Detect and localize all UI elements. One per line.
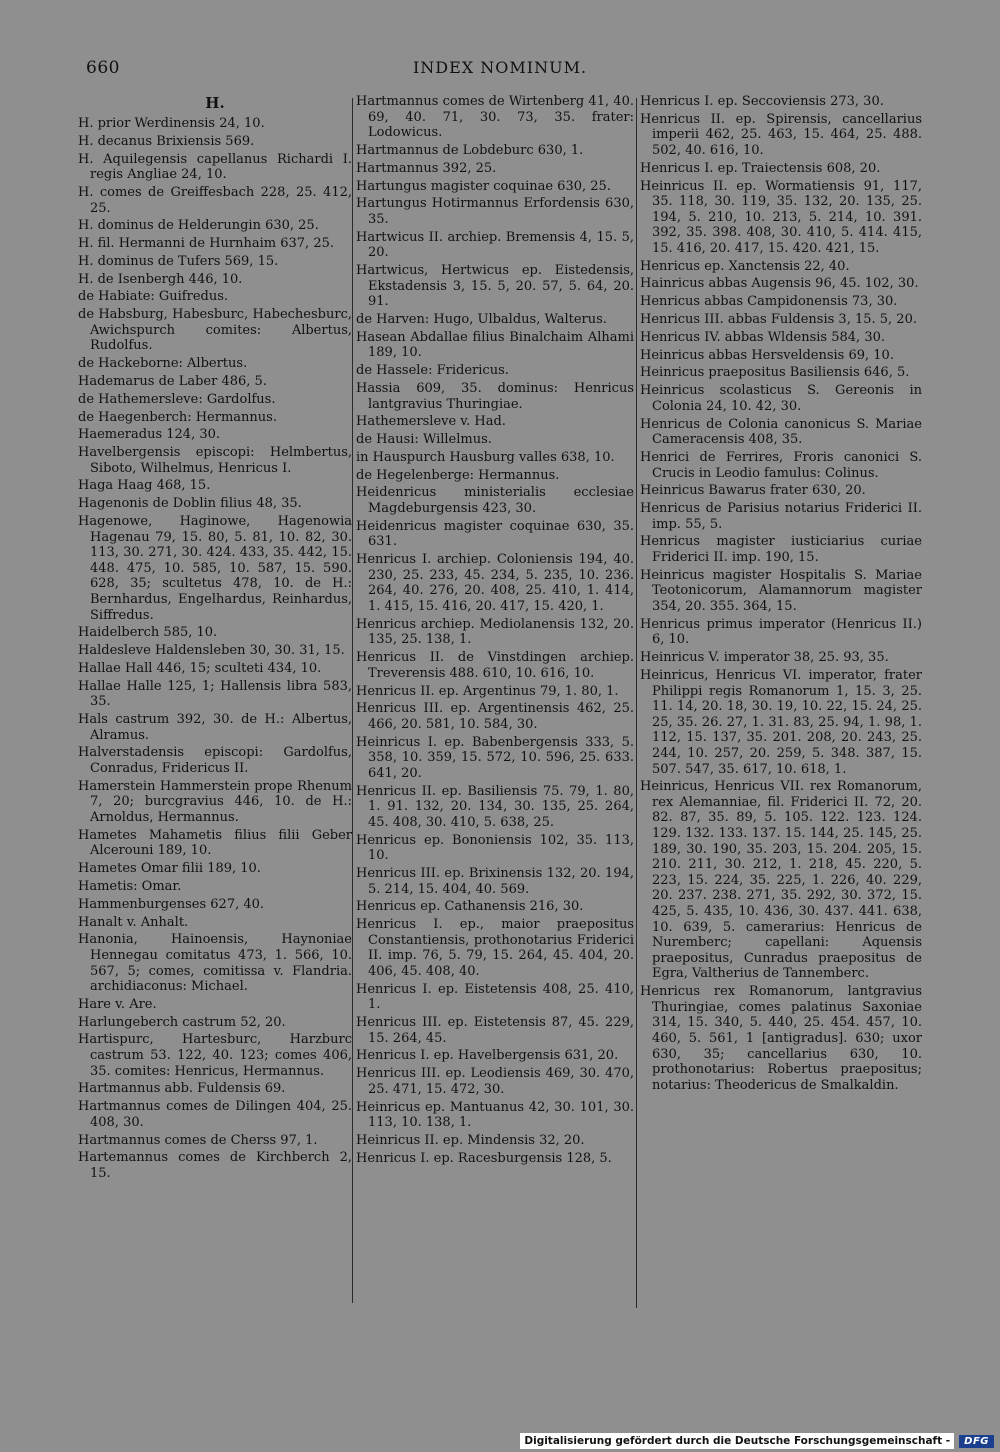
index-entry: Hametes Omar filii 189, 10. — [78, 861, 261, 877]
index-entry: Henrici de Ferrires, Froris canonici S. Crucis in Leodio famulus: Colinus. — [640, 449, 922, 481]
column-rule-left — [352, 98, 353, 1303]
index-entry: Hartungus magister coquinae 630, 25. — [356, 178, 611, 194]
index-entry: Henricus rex Romanorum, lantgravius Thuringiae, comes palatinus Saxoniae 314, 15. 340, 5. 440, 25. 454. 457, 10. 460, 5. 561, 1 [antigradus]. 630; uxor 630, 35; cancellarius 630, 10. prothonotarius: Robertus praepositus; notarius: Theodericus de Smalkaldin. — [640, 984, 922, 1093]
index-entry: Henricus magister iusticiarius curiae Friderici II. imp. 190, 15. — [640, 534, 922, 566]
index-entry: Henricus I. ep. Havelbergensis 631, 20. — [356, 1048, 619, 1064]
index-entry: Hartmannus 392, 25. — [356, 160, 497, 176]
index-entry: Henricus primus imperator (Henricus II.) 6, 10. — [640, 616, 922, 648]
index-entry: Heinricus magister Hospitalis S. Mariae Teotonicorum, Alamannorum magister 354, 20. 355. 364, 15. — [640, 567, 922, 614]
index-entry: Hartispurc, Hartesburc, Harzburc castrum 53. 122, 40. 123; comes 406, 35. comites: Henricus, Hermannus. — [78, 1032, 352, 1079]
index-entry: Hametes Mahametis filius filii Geber Alcerouni 189, 10. — [78, 827, 352, 859]
index-entry: Heinricus scolasticus S. Gereonis in Colonia 24, 10. 42, 30. — [640, 383, 922, 414]
index-entry: Hartemannus comes de Kirchberch 2, 15. — [78, 1150, 352, 1181]
index-entry: Heinricus II. ep. Mindensis 32, 20. — [356, 1133, 585, 1148]
index-entry: Henricus I. ep. Traiectensis 608, 20. — [640, 160, 881, 176]
index-entry: Hainricus abbas Augensis 96, 45. 102, 30. — [640, 276, 919, 292]
index-entry: Henricus ep. Bononiensis 102, 35. 113, 10. — [356, 832, 634, 864]
index-entry: Havelbergensis episcopi: Helmbertus, Siboto, Wilhelmus, Henricus I. — [78, 445, 352, 476]
index-entry: Hartmannus comes de Cherss 97, 1. — [78, 1132, 318, 1148]
index-entry: Harlungeberch castrum 52, 20. — [78, 1014, 286, 1030]
index-entry: Hamerstein Hammerstein prope Rhenum 7, 20; burcgravius 446, 10. de H.: Arnoldus, Hermannus. — [78, 778, 352, 826]
index-entry: Hare v. Are. — [78, 996, 157, 1012]
index-entry: Hagenonis de Doblin filius 48, 35. — [78, 496, 302, 512]
index-entry: Henricus III. ep. Brixinensis 132, 20. 194, 5. 214, 15. 404, 40. 569. — [356, 866, 634, 897]
index-entry: Hagenowe, Haginowe, Hagenowia Hagenau 79, 15. 80, 5. 81, 10. 82, 30. 113, 30. 271, 30. 424. 433, 35. 442, 15. 448. 475, 10. 585, 10. 587, 15. 590. 628, 35; scultetus 478, 10. de H.: Bernhardus, Engelhardus, Reinhardus, Siffredus. — [78, 514, 352, 623]
index-column-1 — [78, 94, 352, 1184]
index-entry: Henricus I. ep. Eistetensis 408, 25. 410, 1. — [356, 981, 634, 1013]
dfg-logo: DFG — [959, 1435, 994, 1448]
index-entry: Henricus I. ep. Seccoviensis 273, 30. — [640, 94, 884, 109]
index-entry: Hallae Hall 446, 15; sculteti 434, 10. — [78, 660, 322, 676]
index-entry: Hals castrum 392, 30. de H.: Albertus, Alramus. — [78, 712, 352, 743]
index-entry: Hammenburgenses 627, 40. — [78, 896, 265, 912]
index-entry: H. decanus Brixiensis 569. — [78, 133, 255, 149]
index-entry: Henricus ep. Cathanensis 216, 30. — [356, 899, 584, 915]
index-column-2 — [356, 94, 634, 1169]
index-entry: de Haegenberch: Hermannus. — [78, 409, 277, 425]
index-column-3 — [640, 94, 922, 1096]
index-entry: Hartwicus, Hertwicus ep. Eistedensis, Ekstadensis 3, 15. 5, 20. 57, 5. 64, 20. 91. — [356, 263, 634, 310]
index-entry: Heinricus V. imperator 38, 25. 93, 35. — [640, 650, 889, 666]
page-title: INDEX NOMINUM. — [412, 58, 588, 77]
index-entry: Henricus IV. abbas Wldensis 584, 30. — [640, 329, 885, 345]
index-entry: de Harven: Hugo, Ulbaldus, Walterus. — [356, 312, 607, 328]
index-entry: Hasean Abdallae filius Binalchaim Alhami 189, 10. — [356, 329, 634, 361]
index-entry: Henricus I. ep. Racesburgensis 128, 5. — [356, 1150, 612, 1166]
index-entry: de Hausi: Willelmus. — [356, 432, 492, 448]
index-entry: Heinricus abbas Hersveldensis 69, 10. — [640, 347, 894, 363]
index-entry: de Hathemersleve: Gardolfus. — [78, 391, 276, 407]
index-entry: Henricus II. ep. Basiliensis 75. 79, 1. 80, 1. 91. 132, 20. 134, 30. 135, 25. 264, 45. 408, 30. 410, 5. 638, 25. — [356, 783, 634, 830]
index-entry: de Habsburg, Habesburc, Habechesburc, Awichspurch comites: Albertus, Rudolfus. — [78, 307, 352, 354]
index-entry: Heinricus, Henricus VI. imperator, frater Philippi regis Romanorum 1, 15. 3, 25. 11. 14, 20. 18, 30. 19, 10. 22, 15. 24, 25. 25, 35. 26. 27, 1. 31. 83, 25. 94, 1. 98, 1. 112, 15. 137, 35. 201. 208, 20. 243, 25. 244, 10. 257, 20. 259, 5. 348. 387, 15. 507. 547, 35. 617, 10. 618, 1. — [640, 667, 922, 777]
index-entry: H. fil. Hermanni de Hurnhaim 637, 25. — [78, 236, 334, 252]
index-entry: Haidelberch 585, 10. — [78, 625, 218, 641]
index-entry: Hassia 609, 35. dominus: Henricus lantgravius Thuringiae. — [356, 380, 634, 412]
index-entry: H. de Isenbergh 446, 10. — [78, 271, 243, 287]
footer — [520, 1433, 994, 1449]
index-entry: de Hegelenberge: Hermannus. — [356, 467, 560, 483]
index-entry: Henricus II. de Vinstdingen archiep. Treverensis 488. 610, 10. 616, 10. — [356, 650, 634, 681]
index-entry: Heinricus, Henricus VII. rex Romanorum, rex Alemanniae, fil. Friderici II. 72, 20. 82. 87, 35. 89, 5. 105. 122. 123. 124. 129. 132. 133. 137. 15. 144, 25. 145, 25. 189, 30. 190, 35. 203, 15. 204. 205, 15. 210. 211, 30. 212, 1. 218, 45. 220, 5. 223, 15. 224, 35. 225, 1. 226, 40. 229, 20. 237. 238. 271, 35. 292, 30. 372, 15. 425, 5. 435, 10. 436, 30. 437. 441. 638, 10. 639, 5. camerarius: Henricus de Nuremberc; capellani: Aquensis praepositus, Cunradus praepositus de Egra, Valtherius de Tannemberc. — [640, 779, 922, 982]
index-entry: H. dominus de Helderungin 630, 25. — [78, 218, 319, 234]
index-entry: de Habiate: Guifredus. — [78, 289, 229, 305]
index-entry: in Hauspurch Hausburg valles 638, 10. — [356, 449, 615, 465]
index-entry: Haldesleve Haldensleben 30, 30. 31, 15. — [78, 643, 345, 659]
index-entry: Henricus II. ep. Spirensis, cancellarius imperii 462, 25. 463, 15. 464, 25. 488. 502, 40. 616, 10. — [640, 111, 922, 158]
index-entry: Hallae Halle 125, 1; Hallensis libra 583, 35. — [78, 678, 352, 710]
index-entry: Henricus archiep. Mediolanensis 132, 20. 135, 25. 138, 1. — [356, 616, 634, 648]
index-entry: de Hackeborne: Albertus. — [78, 356, 248, 372]
footer-funding-note: Digitalisierung gefördert durch die Deutsche Forschungsgemeinschaft - — [520, 1433, 954, 1449]
index-entry: Henricus III. ep. Eistetensis 87, 45. 229, 15. 264, 45. — [356, 1015, 634, 1046]
index-entry: H. prior Werdinensis 24, 10. — [78, 116, 265, 131]
index-entry: Hartmannus abb. Fuldensis 69. — [78, 1081, 286, 1097]
index-entry: Henricus III. abbas Fuldensis 3, 15. 5, 20. — [640, 312, 917, 328]
index-entry: Hartmannus comes de Dilingen 404, 25. 408, 30. — [78, 1099, 352, 1130]
index-entry: Hartmannus comes de Wirtenberg 41, 40. 69, 40. 71, 30. 73, 35. frater: Lodowicus. — [356, 94, 634, 141]
index-entry: Heidenricus magister coquinae 630, 35. 631. — [356, 518, 634, 550]
index-entry: Haemeradus 124, 30. — [78, 427, 221, 443]
column-rule-right — [636, 98, 637, 1308]
index-entry: Heinricus praepositus Basiliensis 646, 5. — [640, 365, 910, 381]
index-entry: Hartmannus de Lobdeburc 630, 1. — [356, 142, 584, 158]
section-letter: H. — [205, 94, 225, 112]
index-entry: Henricus I. ep., maior praepositus Constantiensis, prothonotarius Friderici II. imp. 76, 5. 79, 15. 264, 45. 404, 20. 406, 45. 408, 40. — [356, 917, 634, 979]
index-entry: Hametis: Omar. — [78, 878, 182, 894]
index-entry: Heinricus Bawarus frater 630, 20. — [640, 483, 866, 499]
index-entry: Heidenricus ministerialis ecclesiae Magdeburgensis 423, 30. — [356, 485, 634, 517]
index-entry: Henricus III. ep. Leodiensis 469, 30. 470, 25. 471, 15. 472, 30. — [356, 1066, 634, 1097]
index-entry: Hartwicus II. archiep. Bremensis 4, 15. 5, 20. — [356, 229, 634, 261]
index-entry: Henricus II. ep. Argentinus 79, 1. 80, 1. — [356, 683, 619, 699]
page-number: 660 — [86, 58, 120, 78]
index-entry: Henricus ep. Xanctensis 22, 40. — [640, 258, 850, 274]
index-entry: Heinricus II. ep. Wormatiensis 91, 117, 35. 118, 30. 119, 35. 132, 20. 135, 25. 194, 5. 210, 10. 213, 5. 214, 10. 391. 392, 35. 398. 408, 30. 410, 5. 414. 415, 15. 416, 20. 417, 15. 420. 421, 15. — [640, 178, 922, 256]
index-entry: Henricus III. ep. Argentinensis 462, 25. 466, 20. 581, 10. 584, 30. — [356, 701, 634, 732]
index-entry: H. dominus de Tufers 569, 15. — [78, 253, 279, 269]
index-entry: Hartungus Hotirmannus Erfordensis 630, 35. — [356, 196, 634, 227]
index-entry: Haga Haag 468, 15. — [78, 478, 211, 494]
index-entry: Henricus de Parisius notarius Friderici II. imp. 55, 5. — [640, 501, 922, 532]
index-entry: Hanonia, Hainoensis, Haynoniae Hennegau comitatus 473, 1. 566, 10. 567, 5; comes, comitissa v. Flandria. archidiaconus: Michael. — [78, 932, 352, 995]
index-entry: Heinricus I. ep. Babenbergensis 333, 5. 358, 10. 359, 15. 572, 10. 596, 25. 633. 641, 20. — [356, 734, 634, 781]
index-entry: de Hassele: Fridericus. — [356, 363, 509, 379]
index-entry: Henricus I. archiep. Coloniensis 194, 40. 230, 25. 233, 45. 234, 5. 235, 10. 236. 264, 40. 276, 20. 408, 25. 410, 1. 414, 1. 415, 15. 416, 20. 417, 15. 420, 1. — [356, 552, 634, 614]
index-entry: Henricus abbas Campidonensis 73, 30. — [640, 294, 898, 310]
index-entry: Hademarus de Laber 486, 5. — [78, 373, 267, 389]
index-entry: Halverstadensis episcopi: Gardolfus, Conradus, Fridericus II. — [78, 745, 352, 777]
index-entry: H. comes de Greiffesbach 228, 25. 412, 25. — [78, 184, 352, 216]
index-entry: Hanalt v. Anhalt. — [78, 914, 189, 930]
index-entry: Henricus de Colonia canonicus S. Mariae Cameracensis 408, 35. — [640, 416, 922, 448]
index-entry: H. Aquilegensis capellanus Richardi I. regis Angliae 24, 10. — [78, 151, 352, 183]
index-entry: Hathemersleve v. Had. — [356, 414, 506, 430]
index-entry: Heinricus ep. Mantuanus 42, 30. 101, 30. 113, 10. 138, 1. — [356, 1099, 634, 1131]
